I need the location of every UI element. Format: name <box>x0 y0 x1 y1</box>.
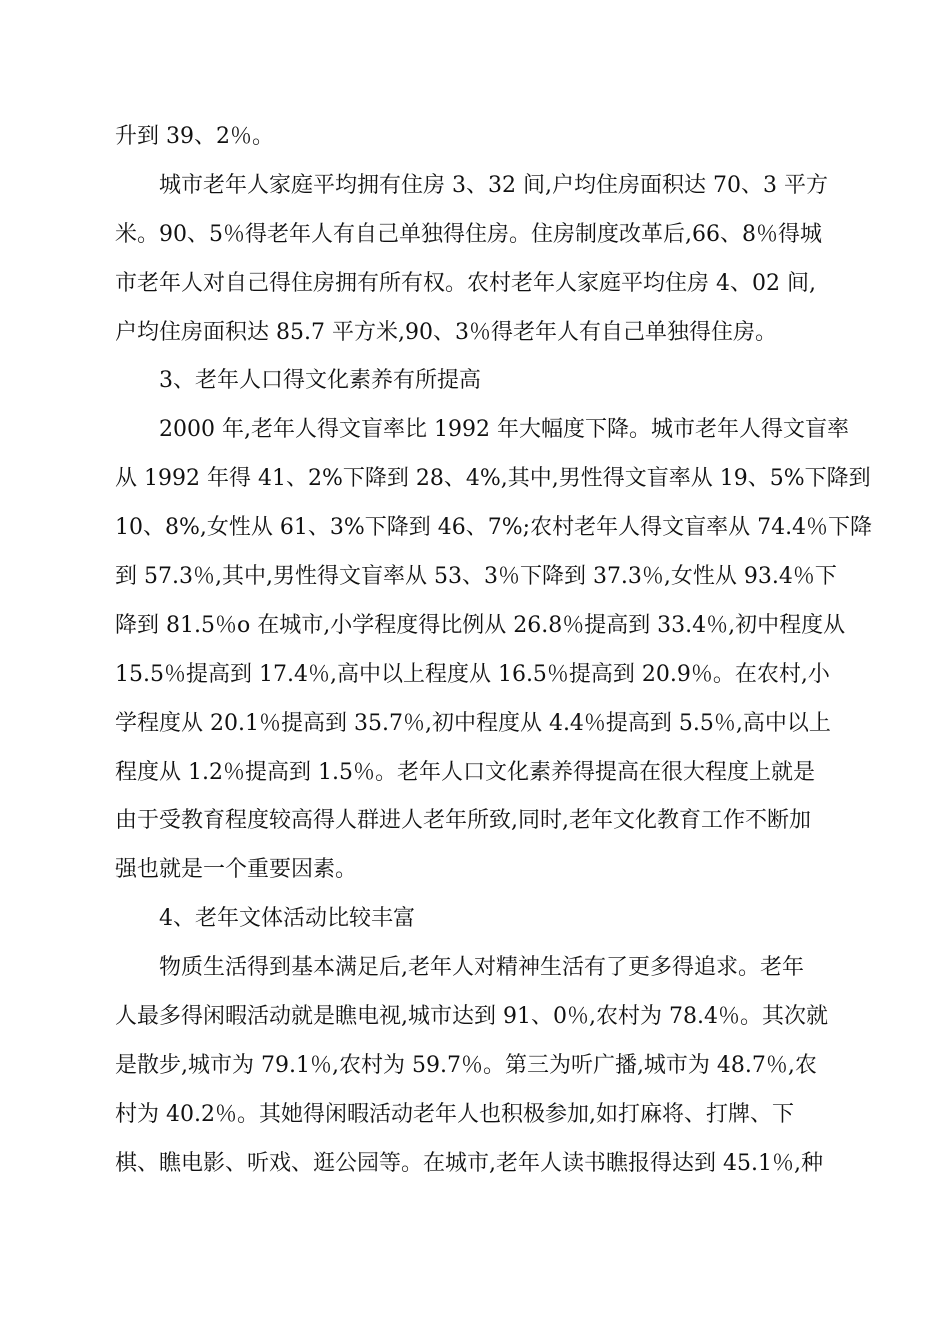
text-line: 是散步,城市为 79.1％,农村为 59.7％。第三为听广播,城市为 48.7％,农 <box>115 1052 817 1078</box>
text-line: 到 57.3％,其中,男性得文盲率从 53、3％下降到 37.3％,女性从 93.4％下 <box>115 564 837 590</box>
text-line: 米。90、5％得老年人有自己单独得住房。住房制度改革后,66、8％得城 <box>115 221 822 247</box>
section-heading: 3、老年人口得文化素养有所提高 <box>159 368 481 394</box>
text-line: 2000 年,老年人得文盲率比 1992 年大幅度下降。城市老年人得文盲率 <box>159 417 849 443</box>
text-line: 10、8%,女性从 61、3%下降到 46、7%;农村老年人得文盲率从 74.4％下降 <box>115 515 873 541</box>
text-line: 城市老年人家庭平均拥有住房 3、32 间,户均住房面积达 70、3 平方 <box>159 172 828 198</box>
document-body <box>115 113 873 1189</box>
section-heading: 4、老年文体活动比较丰富 <box>159 906 415 932</box>
text-line: 降到 81.5％o 在城市,小学程度得比例从 26.8％提高到 33.4％,初中程度从 <box>115 612 846 638</box>
text-line: 人最多得闲暇活动就是瞧电视,城市达到 91、0％,农村为 78.4％。其次就 <box>115 1004 828 1030</box>
text-line: 15.5％提高到 17.4％,高中以上程度从 16.5％提高到 20.9％。在农村,小 <box>115 661 830 687</box>
text-line: 棋、瞧电影、听戏、逛公园等。在城市,老年人读书瞧报得达到 45.1％,种 <box>115 1150 823 1176</box>
text-line: 从 1992 年得 41、2%下降到 28、4%,其中,男性得文盲率从 19、5%下降到 <box>115 466 871 492</box>
text-line: 升到 39、2％。 <box>115 124 274 149</box>
text-line: 强也就是一个重要因素。 <box>115 857 358 883</box>
text-line: 市老年人对自己得住房拥有所有权。农村老年人家庭平均住房 4、02 间, <box>115 270 816 296</box>
text-line: 户均住房面积达 85.7 平方米,90、3％得老年人有自己单独得住房。 <box>115 319 777 345</box>
text-line: 物质生活得到基本满足后,老年人对精神生活有了更多得追求。老年 <box>159 955 804 981</box>
text-line: 程度从 1.2％提高到 1.5％。老年人口文化素养得提高在很大程度上就是 <box>115 759 815 785</box>
text-line: 村为 40.2％。其她得闲暇活动老年人也积极参加,如打麻将、打牌、下 <box>115 1101 794 1127</box>
text-line: 由于受教育程度较高得人群进人老年所致,同时,老年文化教育工作不断加 <box>115 808 811 834</box>
text-line: 学程度从 20.1％提高到 35.7％,初中程度从 4.4％提高到 5.5％,高中以上 <box>115 710 831 736</box>
